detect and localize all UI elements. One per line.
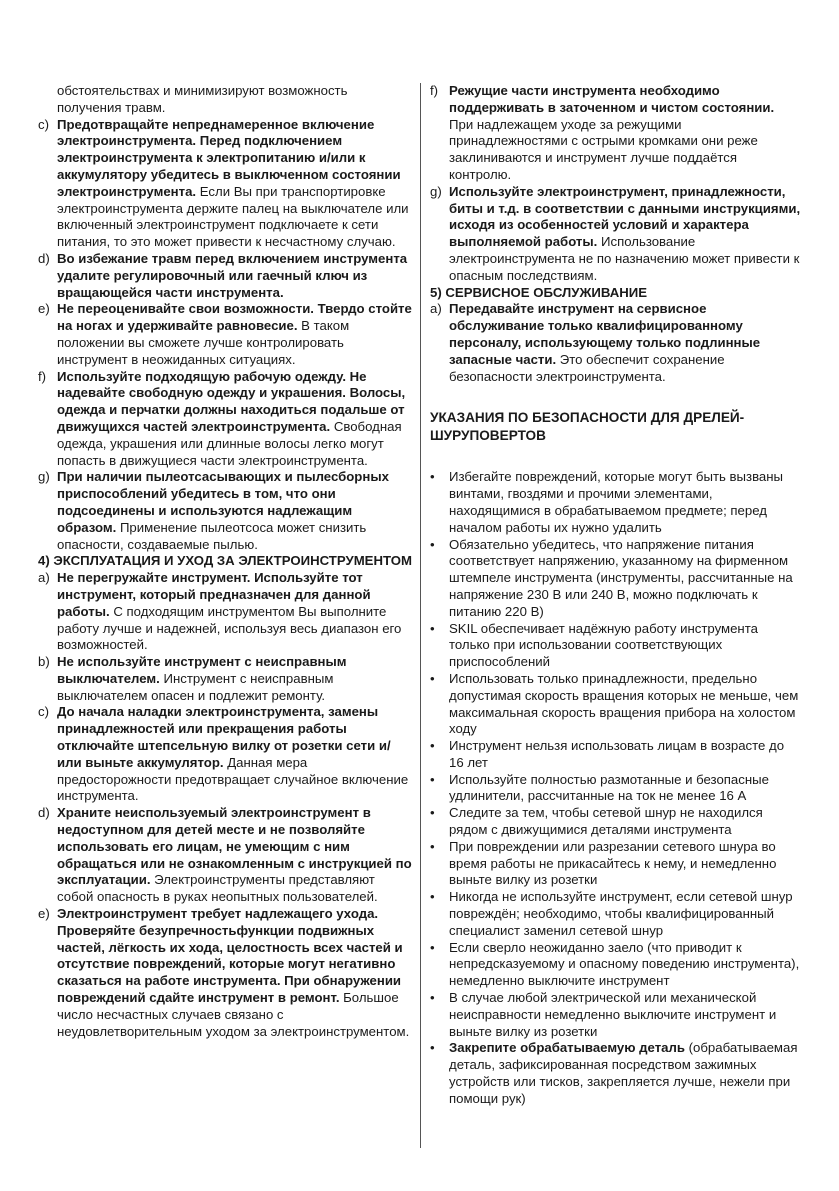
rule-4a: a) Не перегружайте инструмент. Используйте тот инструмент, который предназначен для данной работы. С подходящим инструментом Вы выполните работу лучше и надежней, используя весь диапазон его возможностей. <box>38 570 402 653</box>
bullet-icon: • <box>430 939 435 955</box>
bullet-item: • SKIL обеспечивает надёжную работу инструмента только при использовании соответствующих приспособлений <box>430 620 758 670</box>
bullet-item: • Закрепите обрабатываемую деталь (обрабатываемая деталь, зафиксированная посредством зажимных устройств или тисков, закрепляется лучше, нежели при помощи рук) <box>430 1040 798 1106</box>
rule-3g: g) При наличии пылеотсасывающих и пылесборных приспособлений убедитесь в том, что они подсоединены и используются надлежащим образом. Применение пылеотсоса может снизить опасности, создаваемые пылью. <box>38 469 389 552</box>
bullet-item: • Избегайте повреждений, которые могут быть вызваны винтами, гвоздями и прочими элементами, находящимися в обрабатываемом предмете; перед началом работы их нужно удалить <box>430 469 784 535</box>
drill-safety-heading: УКАЗАНИЯ ПО БЕЗОПАСНОСТИ ДЛЯ ДРЕЛЕЙ-ШУРУПОВЕРТОВ <box>430 410 745 443</box>
rule-4b: b) Не используйте инструмент с неисправным выключателем. Инструмент с неисправным выключателем опасен и подлежит ремонту. <box>38 654 347 703</box>
bullet-icon: • <box>430 670 435 686</box>
bullet-icon: • <box>430 620 435 636</box>
section-5-title: 5) СЕРВИСНОЕ ОБСЛУЖИВАНИЕ <box>430 284 648 300</box>
bullet-item: • Используйте полностью размотанные и безопасные удлинители, рассчитанные на ток не менее 16 A <box>430 771 769 804</box>
bullet-icon: • <box>430 469 435 485</box>
continued-paragraph: обстоятельствах и минимизируют возможность получения травм. <box>57 83 348 115</box>
bullet-item: • При повреждении или разрезании сетевого шнура во время работы не прикасайтесь к нему, и немедленно выньте вилку из розетки <box>430 838 777 888</box>
right-column <box>430 83 802 1108</box>
bullet-item: • Следите за тем, чтобы сетевой шнур не находился рядом с движущимися деталями инструмента <box>430 805 763 838</box>
bullet-icon: • <box>430 838 435 854</box>
rule-3f: f) Используйте подходящую рабочую одежду. Не надевайте свободную одежду и украшения. Волосы, одежда и перчатки должны находиться подальше от движущихся частей электроинструмента. Свободная одежда, украшения или длинные волосы легко могут попасть в движущиеся части электроинструмента. <box>38 368 406 468</box>
section-4-title: 4) ЭКСПЛУАТАЦИЯ И УХОД ЗА ЭЛЕКТРОИНСТРУМЕНТОМ <box>38 553 412 569</box>
bullet-icon: • <box>430 738 435 754</box>
bullet-icon: • <box>430 771 435 787</box>
rule-4f: f) Режущие части инструмента необходимо поддерживать в заточенном и чистом состоянии. При надлежащем уходе за режущими принадлежностями с острыми кромками они реже заклиниваются и инструмент лучше поддаётся контролю. <box>430 83 775 182</box>
rule-4e: e) Электроинструмент требует надлежащего ухода. Проверяйте безупречностьфункции подвижных частей, лёгкость их хода, целостность всех частей и отсутствие повреждений, которые могут негативно сказаться на работе инструмента. При обнаружении повреждений сдайте инструмент в ремонт. Большое число несчастных случаев связано с неудовлетворительным уходом за электроинструментом. <box>38 906 410 1039</box>
bullet-item: • Никогда не используйте инструмент, если сетевой шнур повреждён; необходимо, чтобы квалифицированный специалист заменил сетевой шнур <box>430 889 793 938</box>
rule-3e: e) Не переоценивайте свои возможности. Твердо стойте на ногах и удерживайте равновесие. В таком положении вы сможете лучше контролировать инструмент в неожиданных ситуациях. <box>38 301 412 367</box>
rule-4c: c) До начала наладки электроинструмента, замены принадлежностей или прекращения работы отключайте штепсельную вилку от розетки сети и/или выньте аккумулятор. Данная мера предосторожности предотвращает случайное включение инструмента. <box>38 704 409 804</box>
bullet-item: • В случае любой электрической или механической неисправности немедленно выключите инструмент и выньте вилку из розетки <box>430 990 777 1039</box>
bullet-icon: • <box>430 805 435 821</box>
bullet-item: • Использовать только принадлежности, предельно допустимая скорость вращения которых не меньше, чем максимальная скорость вращения прибора на холостом ходу <box>430 670 799 737</box>
bullet-item: • Если сверло неожиданно заело (что приводит к непредсказуемому и опасному поведению инструмента), немедленно выключите инструмент <box>430 939 800 989</box>
rule-5a: a) Передавайте инструмент на сервисное обслуживание только квалифицированному персоналу, использующему только подлинные запасные части. Это обеспечит сохранение безопасности электроинструмента. <box>430 301 761 384</box>
rule-3c: c) Предотвращайте непреднамеренное включение электроинструмента. Перед подключением электроинструмента к электропитанию и/или к аккумулятору убедитесь в выключенном состоянии электроинструмента. Если Вы при транспортировке электроинструмента держите палец на выключателе или включенный электроинструмент подключаете к сети питания, то это может привести к несчастному случаю. <box>38 116 409 250</box>
rule-4g: g) Используйте электроинструмент, принадлежности, биты и т.д. в соответствии с данными инструкциями, исходя из особенностей условий и характера выполняемой работы. Использование электроинструмента не по назначению может привести к опасным последствиям. <box>430 183 801 283</box>
bullet-icon: • <box>430 990 435 1006</box>
bullet-item: • Инструмент нельзя использовать лицам в возрасте до 16 лет <box>430 738 785 770</box>
bullet-icon: • <box>430 889 435 905</box>
bullet-icon: • <box>430 1040 435 1056</box>
rule-4d: d) Храните неиспользуемый электроинструмент в недоступном для детей месте и не позволяйте использовать его лицам, не умеющим с ним обращаться или не ознакомленным с инструкцией по эксплуатации. Электроинструменты представляют собой опасность в руках неопытных пользователей. <box>38 805 412 905</box>
bullet-icon: • <box>430 536 435 552</box>
left-column <box>38 83 412 1040</box>
rule-3d: d) Во избежание травм перед включением инструмента удалите регулировочный или гаечный ключ из вращающейся части инструмента. <box>38 250 408 300</box>
bullet-item: • Обязательно убедитесь, что напряжение питания соответствует напряжению, указанному на фирменном штемпеле инструмента (инструменты, рассчитанные на напряжение 230 В или 240 В, можно подключать к питанию 220 В) <box>430 536 793 619</box>
column-divider <box>420 83 421 1148</box>
